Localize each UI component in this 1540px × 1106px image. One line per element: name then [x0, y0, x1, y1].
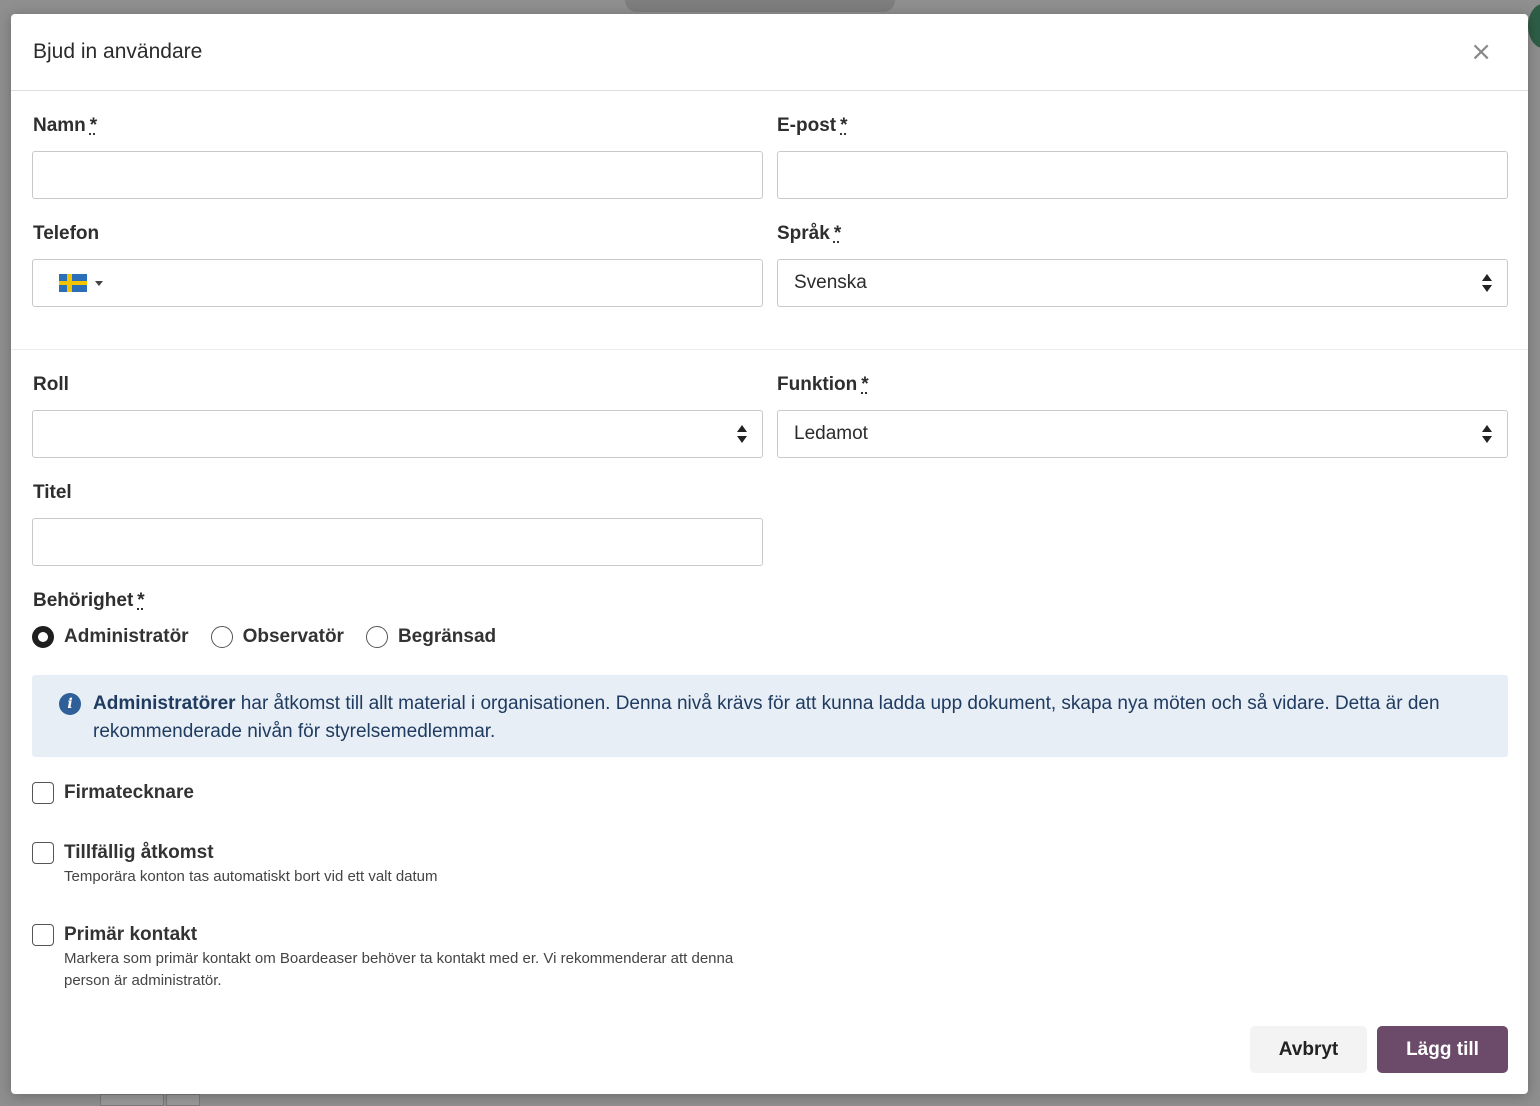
- invite-user-modal: [11, 14, 1528, 1094]
- radio-label: Administratör: [64, 626, 189, 647]
- temporary-access-description: Temporära konton tas automatiskt bort vid ett valt datum: [64, 868, 438, 885]
- signatory-checkbox-row[interactable]: [32, 782, 194, 804]
- background-pill: [625, 0, 895, 12]
- function-value: Ledamot: [794, 423, 868, 444]
- modal-header: [11, 14, 1528, 91]
- permission-info-box: [32, 675, 1508, 757]
- permission-label: Behörighet *: [33, 590, 145, 611]
- caret-down-icon: [95, 281, 103, 286]
- signatory-label: Firmatecknare: [64, 782, 194, 803]
- phone-input[interactable]: [32, 259, 763, 307]
- temporary-access-label: Tillfällig åtkomst: [64, 842, 214, 863]
- email-label: E-post *: [777, 115, 848, 136]
- signatory-checkbox[interactable]: [32, 782, 54, 804]
- radio-button[interactable]: [32, 626, 54, 648]
- modal-title: Bjud in användare: [33, 40, 203, 63]
- name-label: Namn *: [33, 115, 98, 136]
- email-input[interactable]: [777, 151, 1508, 199]
- select-arrows-icon: [1481, 425, 1493, 443]
- primary-contact-label: Primär kontakt: [64, 924, 198, 945]
- phone-label: Telefon: [33, 223, 100, 244]
- role-select[interactable]: [32, 410, 763, 458]
- language-select[interactable]: [777, 259, 1508, 307]
- radio-option-limited[interactable]: [366, 626, 496, 648]
- info-icon: i: [59, 693, 81, 715]
- title-label: Titel: [33, 482, 72, 503]
- temporary-access-checkbox[interactable]: [32, 842, 54, 864]
- info-strong-text: Administratörer: [93, 693, 236, 714]
- required-mark: *: [137, 590, 145, 611]
- info-text: har åtkomst till allt material i organisationen. Denna nivå krävs för att kunna ladda upp dokument, skapa nya möten och så vidare. Detta är den rekommenderade nivån för styrelsemedlemmar.: [93, 693, 1440, 742]
- temporary-access-checkbox-row[interactable]: [32, 842, 754, 888]
- required-mark: *: [840, 115, 848, 136]
- function-label: Funktion *: [777, 374, 869, 395]
- country-selector[interactable]: [59, 274, 103, 292]
- cancel-button[interactable]: Avbryt: [1250, 1026, 1367, 1073]
- radio-button[interactable]: [211, 626, 233, 648]
- background-avatar: [1528, 4, 1540, 48]
- radio-option-administrator[interactable]: [32, 626, 189, 648]
- required-mark: *: [861, 374, 869, 395]
- primary-contact-checkbox[interactable]: [32, 924, 54, 946]
- add-button[interactable]: Lägg till: [1377, 1026, 1508, 1073]
- role-label: Roll: [33, 374, 69, 395]
- select-arrows-icon: [736, 425, 748, 443]
- radio-button[interactable]: [366, 626, 388, 648]
- swedish-flag-icon: [59, 274, 87, 292]
- background-tab: [166, 1094, 200, 1106]
- select-arrows-icon: [1481, 274, 1493, 292]
- required-mark: *: [89, 115, 98, 136]
- radio-label: Begränsad: [397, 626, 497, 647]
- language-label: Språk *: [777, 223, 842, 244]
- required-mark: *: [833, 223, 842, 244]
- name-input[interactable]: [32, 151, 763, 199]
- radio-label: Observatör: [242, 626, 344, 647]
- primary-contact-description: Markera som primär kontakt om Boardeaser behöver ta kontakt med er. Vi rekommenderar att denna person är administratör.: [64, 950, 734, 989]
- function-select[interactable]: [777, 410, 1508, 458]
- section-divider: [11, 349, 1528, 350]
- language-value: Svenska: [794, 272, 867, 293]
- primary-contact-checkbox-row[interactable]: [32, 924, 754, 992]
- radio-option-observer[interactable]: [211, 626, 344, 648]
- background-tab: [100, 1094, 164, 1106]
- close-icon[interactable]: ×: [1470, 37, 1492, 67]
- permission-radio-group: [32, 626, 518, 648]
- title-input[interactable]: [32, 518, 763, 566]
